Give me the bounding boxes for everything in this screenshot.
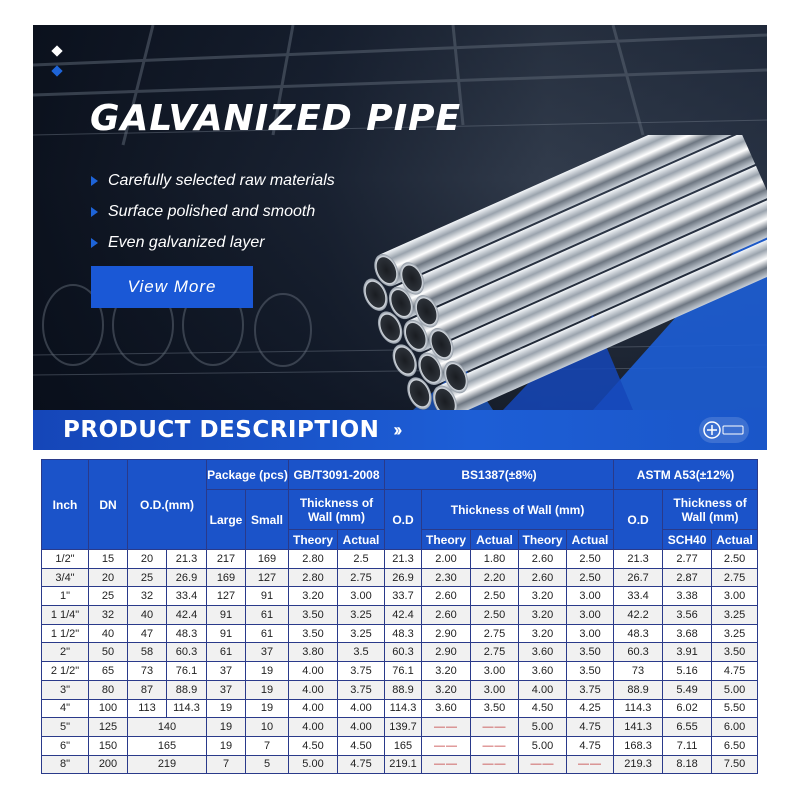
table-row	[42, 699, 758, 718]
header-od: O.D.(mm)	[128, 460, 207, 550]
table-cell: 6.00	[712, 718, 758, 737]
header-bs-thickness: Thickness of Wall (mm)	[422, 490, 614, 530]
table-cell: 33.4	[167, 587, 207, 606]
table-cell: 3.60	[519, 662, 567, 681]
table-cell: 3.25	[338, 624, 385, 643]
table-cell: 19	[207, 736, 246, 755]
table-cell: 58	[128, 643, 167, 662]
table-cell: 4.75	[712, 662, 758, 681]
company-logo	[699, 417, 749, 443]
header-inch: Inch	[42, 460, 89, 550]
table-cell: 127	[207, 587, 246, 606]
table-cell: 140	[128, 718, 207, 737]
table-cell: 40	[89, 624, 128, 643]
table-cell: 4.75	[567, 736, 614, 755]
table-cell: 2.30	[422, 568, 471, 587]
table-cell: 1.80	[471, 550, 519, 569]
header-package-small: Small	[246, 490, 289, 550]
table-cell: 50	[89, 643, 128, 662]
table-cell: 125	[89, 718, 128, 737]
feature-list	[91, 165, 335, 258]
table-cell: 37	[207, 662, 246, 681]
table-cell: 5.16	[663, 662, 712, 681]
table-cell: 3.75	[338, 662, 385, 681]
table-cell: 2.00	[422, 550, 471, 569]
table-cell: 5"	[42, 718, 89, 737]
table-cell: 165	[385, 736, 422, 755]
table-cell: 6.55	[663, 718, 712, 737]
table-row	[42, 550, 758, 569]
table-cell: 2.75	[471, 624, 519, 643]
galvanized-pipes-image	[343, 135, 767, 410]
header-bs-actual: Actual	[471, 530, 519, 550]
table-cell: 42.2	[614, 606, 663, 625]
table-cell: 5.00	[712, 680, 758, 699]
table-cell: 20	[128, 550, 167, 569]
table-cell: 7	[207, 755, 246, 774]
table-cell: 8.18	[663, 755, 712, 774]
table-cell: 3.60	[422, 699, 471, 718]
specification-table	[41, 459, 758, 774]
table-cell: 37	[246, 643, 289, 662]
table-row	[42, 680, 758, 699]
table-cell: 114.3	[614, 699, 663, 718]
table-cell: 21.3	[167, 550, 207, 569]
table-row	[42, 736, 758, 755]
table-cell: 2 1/2"	[42, 662, 89, 681]
table-cell: 3.75	[567, 680, 614, 699]
table-cell: 1 1/4"	[42, 606, 89, 625]
table-cell: 3.25	[712, 606, 758, 625]
header-package-large: Large	[207, 490, 246, 550]
table-cell: 87	[128, 680, 167, 699]
table-cell: 2.77	[663, 550, 712, 569]
table-row	[42, 587, 758, 606]
table-cell: 37	[207, 680, 246, 699]
table-cell: 6.50	[712, 736, 758, 755]
table-cell: 2.80	[289, 550, 338, 569]
table-cell: 61	[207, 643, 246, 662]
header-bs-actual: Actual	[567, 530, 614, 550]
table-cell: 91	[207, 624, 246, 643]
table-row	[42, 718, 758, 737]
table-cell: 2.60	[519, 568, 567, 587]
table-cell: 2.90	[422, 624, 471, 643]
table-cell: 4.00	[289, 680, 338, 699]
table-cell: 3.25	[712, 624, 758, 643]
table-cell: 25	[128, 568, 167, 587]
table-cell: 3.38	[663, 587, 712, 606]
table-cell: 3.00	[712, 587, 758, 606]
table-cell: 2.50	[712, 550, 758, 569]
table-cell: ——	[422, 736, 471, 755]
table-cell: 10	[246, 718, 289, 737]
table-cell: 2.5	[338, 550, 385, 569]
table-cell: 88.9	[385, 680, 422, 699]
table-cell: 2.50	[471, 606, 519, 625]
table-cell: 20	[89, 568, 128, 587]
table-cell: 219.1	[385, 755, 422, 774]
table-cell: 3.5	[338, 643, 385, 662]
table-cell: 100	[89, 699, 128, 718]
table-cell: 32	[89, 606, 128, 625]
table-cell: 3.50	[567, 662, 614, 681]
table-cell: 2.75	[471, 643, 519, 662]
table-cell: 3.91	[663, 643, 712, 662]
table-cell: 91	[246, 587, 289, 606]
table-cell: 73	[128, 662, 167, 681]
table-cell: 4"	[42, 699, 89, 718]
table-cell: 113	[128, 699, 167, 718]
header-astm-actual: Actual	[712, 530, 758, 550]
feature-text: Carefully selected raw materials	[108, 171, 335, 189]
table-cell: 21.3	[385, 550, 422, 569]
table-cell: 61	[246, 624, 289, 643]
table-cell: 91	[207, 606, 246, 625]
table-cell: 47	[128, 624, 167, 643]
table-cell: 2.60	[422, 587, 471, 606]
table-cell: 25	[89, 587, 128, 606]
table-cell: 3.20	[519, 587, 567, 606]
table-cell: 26.7	[614, 568, 663, 587]
table-cell: 3.00	[338, 587, 385, 606]
table-cell: 19	[246, 699, 289, 718]
table-cell: 33.4	[614, 587, 663, 606]
table-row	[42, 568, 758, 587]
table-cell: 127	[246, 568, 289, 587]
table-cell: 8"	[42, 755, 89, 774]
header-bs-theory: Theory	[519, 530, 567, 550]
table-cell: 4.50	[519, 699, 567, 718]
table-cell: 60.3	[167, 643, 207, 662]
header-gb-standard: GB/T3091-2008	[289, 460, 385, 490]
triangle-bullet-icon	[91, 238, 98, 248]
table-cell: ——	[471, 718, 519, 737]
table-cell: ——	[519, 755, 567, 774]
double-chevron-right-icon: ››	[393, 419, 400, 440]
table-cell: 19	[246, 680, 289, 699]
table-cell: 5.00	[519, 718, 567, 737]
table-cell: 200	[89, 755, 128, 774]
feature-item	[91, 196, 335, 227]
table-cell: 19	[246, 662, 289, 681]
table-cell: 2.50	[471, 587, 519, 606]
header-astm-thickness: Thickness of Wall (mm)	[663, 490, 758, 530]
table-cell: 4.50	[289, 736, 338, 755]
table-cell: 3.50	[712, 643, 758, 662]
table-cell: 33.7	[385, 587, 422, 606]
table-cell: 168.3	[614, 736, 663, 755]
table-cell: 4.00	[289, 718, 338, 737]
table-cell: 4.75	[338, 755, 385, 774]
table-cell: 26.9	[385, 568, 422, 587]
table-cell: 217	[207, 550, 246, 569]
table-cell: 3.80	[289, 643, 338, 662]
table-row	[42, 755, 758, 774]
table-cell: 4.00	[519, 680, 567, 699]
section-header	[33, 410, 767, 450]
header-gb-actual: Actual	[338, 530, 385, 550]
table-cell: 3.68	[663, 624, 712, 643]
table-cell: 26.9	[167, 568, 207, 587]
table-cell: ——	[471, 755, 519, 774]
table-cell: 4.50	[338, 736, 385, 755]
table-cell: 3.00	[567, 587, 614, 606]
table-cell: ——	[471, 736, 519, 755]
table-cell: 42.4	[167, 606, 207, 625]
table-cell: 3.50	[567, 643, 614, 662]
table-cell: 2.50	[567, 568, 614, 587]
table-cell: 65	[89, 662, 128, 681]
table-cell: 19	[207, 718, 246, 737]
table-cell: 3.20	[422, 662, 471, 681]
table-cell: 5.50	[712, 699, 758, 718]
company-logo-icon	[701, 419, 747, 441]
table-cell: 3.20	[422, 680, 471, 699]
view-more-button[interactable]: View More	[91, 266, 253, 308]
table-cell: 6.02	[663, 699, 712, 718]
table-cell: 169	[246, 550, 289, 569]
table-cell: 165	[128, 736, 207, 755]
table-cell: 4.25	[567, 699, 614, 718]
header-bs-theory: Theory	[422, 530, 471, 550]
table-cell: 5.49	[663, 680, 712, 699]
header-gb-theory: Theory	[289, 530, 338, 550]
table-cell: 73	[614, 662, 663, 681]
table-cell: 1"	[42, 587, 89, 606]
table-cell: 7.11	[663, 736, 712, 755]
specification-table-body	[42, 550, 758, 774]
table-cell: 4.00	[338, 718, 385, 737]
table-cell: 48.3	[385, 624, 422, 643]
table-cell: 60.3	[385, 643, 422, 662]
table-cell: 3.20	[289, 587, 338, 606]
table-cell: ——	[422, 755, 471, 774]
table-cell: 219.3	[614, 755, 663, 774]
table-cell: 3"	[42, 680, 89, 699]
hero-title: GALVANIZED PIPE	[90, 98, 462, 139]
header-gb-thickness: Thickness of Wall (mm)	[289, 490, 385, 530]
table-cell: 3.56	[663, 606, 712, 625]
table-cell: 4.75	[567, 718, 614, 737]
table-cell: 139.7	[385, 718, 422, 737]
table-cell: 7.50	[712, 755, 758, 774]
table-cell: 76.1	[167, 662, 207, 681]
table-cell: 3.00	[471, 680, 519, 699]
table-cell: 42.4	[385, 606, 422, 625]
table-cell: 5	[246, 755, 289, 774]
table-cell: 2.75	[338, 568, 385, 587]
header-package: Package (pcs)	[207, 460, 289, 490]
table-cell: 1 1/2"	[42, 624, 89, 643]
table-cell: 3.00	[471, 662, 519, 681]
table-cell: 114.3	[385, 699, 422, 718]
table-cell: 2"	[42, 643, 89, 662]
table-row	[42, 643, 758, 662]
table-cell: 48.3	[614, 624, 663, 643]
table-cell: 141.3	[614, 718, 663, 737]
table-cell: 2.60	[519, 550, 567, 569]
table-row	[42, 606, 758, 625]
feature-item	[91, 227, 335, 258]
feature-text: Even galvanized layer	[108, 233, 265, 251]
table-row	[42, 624, 758, 643]
table-cell: 1/2"	[42, 550, 89, 569]
table-cell: 88.9	[614, 680, 663, 699]
table-cell: 219	[128, 755, 207, 774]
table-cell: 3.50	[289, 624, 338, 643]
table-cell: 4.00	[289, 662, 338, 681]
table-cell: 3.00	[567, 624, 614, 643]
table-cell: 3.75	[338, 680, 385, 699]
table-cell: 2.20	[471, 568, 519, 587]
table-cell: 4.00	[338, 699, 385, 718]
table-cell: 2.60	[422, 606, 471, 625]
header-bs-standard: BS1387(±8%)	[385, 460, 614, 490]
table-cell: 60.3	[614, 643, 663, 662]
table-cell: 40	[128, 606, 167, 625]
table-cell: 169	[207, 568, 246, 587]
table-cell: 2.90	[422, 643, 471, 662]
table-cell: 15	[89, 550, 128, 569]
table-cell: ——	[422, 718, 471, 737]
table-cell: 3.50	[289, 606, 338, 625]
table-cell: 7	[246, 736, 289, 755]
table-cell: 5.00	[289, 755, 338, 774]
table-cell: ——	[567, 755, 614, 774]
table-cell: 2.50	[567, 550, 614, 569]
triangle-bullet-icon	[91, 207, 98, 217]
table-cell: 88.9	[167, 680, 207, 699]
table-cell: 3/4"	[42, 568, 89, 587]
section-title: PRODUCT DESCRIPTION	[63, 417, 380, 443]
table-cell: 5.00	[519, 736, 567, 755]
header-astm-sch40: SCH40	[663, 530, 712, 550]
table-cell: 3.60	[519, 643, 567, 662]
table-cell: 21.3	[614, 550, 663, 569]
triangle-bullet-icon	[91, 176, 98, 186]
table-cell: 4.00	[289, 699, 338, 718]
hero-banner	[33, 25, 767, 410]
table-cell: 3.25	[338, 606, 385, 625]
table-cell: 76.1	[385, 662, 422, 681]
table-cell: 150	[89, 736, 128, 755]
table-cell: 3.50	[471, 699, 519, 718]
table-cell: 3.00	[567, 606, 614, 625]
header-dn: DN	[89, 460, 128, 550]
table-cell: 2.80	[289, 568, 338, 587]
table-cell: 3.20	[519, 624, 567, 643]
table-cell: 6"	[42, 736, 89, 755]
header-bs-od: O.D	[385, 490, 422, 550]
table-row	[42, 662, 758, 681]
header-astm-standard: ASTM A53(±12%)	[614, 460, 758, 490]
table-cell: 2.87	[663, 568, 712, 587]
table-cell: 32	[128, 587, 167, 606]
table-cell: 114.3	[167, 699, 207, 718]
table-cell: 48.3	[167, 624, 207, 643]
table-cell: 61	[246, 606, 289, 625]
table-cell: 2.75	[712, 568, 758, 587]
table-cell: 3.20	[519, 606, 567, 625]
table-cell: 19	[207, 699, 246, 718]
feature-text: Surface polished and smooth	[108, 202, 316, 220]
table-cell: 80	[89, 680, 128, 699]
feature-item	[91, 165, 335, 196]
header-astm-od: O.D	[614, 490, 663, 550]
